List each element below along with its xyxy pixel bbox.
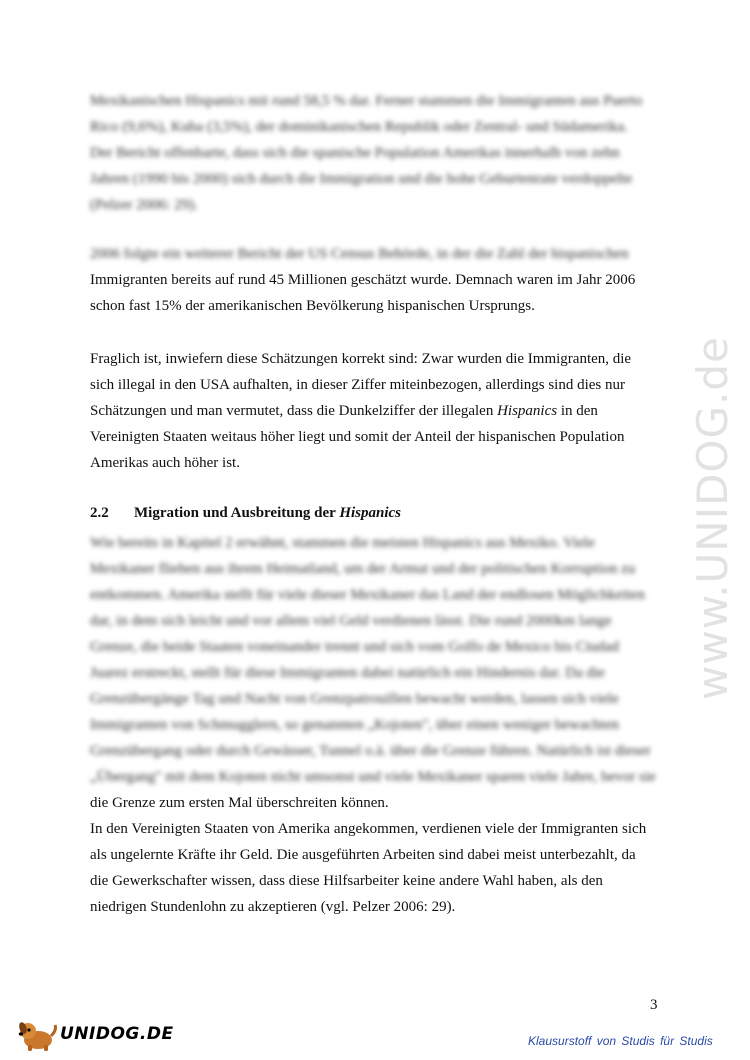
text-line-blurred: entkommen. Amerika stellt für viele dieser Mexikaner das Land der endlosen Möglichkeiten — [90, 587, 645, 603]
text-line: niedrigen Stundenlohn zu akzeptieren (vgl. Pelzer 2006: 29). — [90, 899, 456, 915]
text-line — [90, 398, 670, 424]
text-line-blurred: 2006 folgte ein weiterer Bericht der US Census Behörde, in der die Zahl der hispanischen — [90, 246, 629, 262]
section-title-emphasis: Hispanics — [339, 505, 402, 521]
text-line: Vereinigten Staaten weitaus höher liegt und somit der Anteil der hispanischen Population — [90, 429, 625, 445]
page-number: 3 — [650, 997, 658, 1013]
text-line: Mexikanischen Hispanics mit rund 58,5 % dar. Ferner stammen die Immigranten aus Puerto — [90, 93, 643, 109]
text-line-blurred: dar, in dem sich leicht und vor allem viel Geld verdienen lässt. Die rund 2000km lange — [90, 613, 612, 629]
text-line: Rico (9,6%), Kuba (3,5%), der dominikanischen Republik oder Zentral- und Südamerika. — [90, 119, 628, 135]
text-line: Immigranten bereits auf rund 45 Millionen geschätzt wurde. Demnach waren im Jahr 2006 — [90, 272, 636, 288]
text-line: die Gewerkschafter wissen, dass diese Hilfsarbeiter keine andere Wahl haben, als den — [90, 873, 603, 889]
text-line: Fraglich ist, inwiefern diese Schätzungen korrekt sind: Zwar wurden die Immigranten, die — [90, 351, 632, 367]
paragraph-census-2006 — [90, 241, 670, 319]
text-line: Der Bericht offenbarte, dass sich die spanische Population Amerikas innerhalb von zehn — [90, 145, 620, 161]
text-line-blurred: Wie bereits in Kapitel 2 erwähnt, stammen die meisten Hispanics aus Mexiko. Viele — [90, 535, 595, 551]
watermark: www.UNIDOG.de — [688, 336, 737, 700]
unidog-logo — [14, 1018, 174, 1052]
text-segment: in den — [557, 403, 598, 419]
text-line: die Grenze zum ersten Mal überschreiten können. — [90, 795, 389, 811]
text-line: Amerikas auch höher ist. — [90, 455, 240, 471]
text-line: In den Vereinigten Staaten von Amerika angekommen, verdienen viele der Immigranten sich — [90, 821, 647, 837]
text-line-blurred: „Übergang" mit dem Kojoten nicht umsonst und viele Mexikaner sparen viele Jahre, bevor sie — [90, 769, 656, 785]
text-line: sich illegal in den USA aufhalten, in dieser Ziffer miteinbezogen, allerdings sind dies nur — [90, 377, 626, 393]
section-number: 2.2 — [90, 505, 109, 521]
text-line-blurred: Mexikaner fliehen aus ihrem Heimatland, um der Armut und der politischen Korruption zu — [90, 561, 636, 577]
text-line: schon fast 15% der amerikanischen Bevölkerung hispanischen Ursprungs. — [90, 298, 535, 314]
paragraph-estimates — [90, 346, 670, 476]
emphasis-hispanics: Hispanics — [497, 403, 558, 419]
section-heading — [90, 505, 401, 522]
text-line-blurred: Grenzübergänge Tag und Nacht von Grenzpatrouillen bewacht werden, lassen sich viele — [90, 691, 619, 707]
text-line: als ungelernte Kräfte ihr Geld. Die ausgeführten Arbeiten sind dabei meist unterbezahlt, da — [90, 847, 636, 863]
logo-text: UNIDOG.DE — [60, 1024, 174, 1044]
text-line-blurred: Immigranten von Schmugglern, so genannten „Kojoten", über einen weniger bewachten — [90, 717, 619, 733]
text-segment: Schätzungen und man vermutet, dass die Dunkelziffer der illegalen — [90, 403, 498, 419]
footer-tagline: Klausurstoff von Studis für Studis — [528, 1034, 713, 1048]
text-line-blurred: Juarez erstreckt, stellt für diese Immigranten dabei natürlich ein Hindernis dar. Da die — [90, 665, 605, 681]
section-title: Migration und Ausbreitung der — [134, 505, 340, 521]
paragraph-migration — [90, 530, 670, 816]
text-line-blurred: Grenze, die beide Staaten voneinander trennt und sich vom Golfo de Mexico bis Ciudad — [90, 639, 620, 655]
paragraph-wages — [90, 816, 670, 920]
text-line: Jahren (1990 bis 2000) sich durch die Immigration und die hohe Geburtenrate verdoppelte — [90, 171, 633, 187]
text-line-blurred: Grenzübergang oder durch Gewässer, Tunnel o.ä. über die Grenze führen. Natürlich ist dieser — [90, 743, 651, 759]
dog-icon — [16, 1018, 58, 1052]
paragraph-blurred-1 — [90, 88, 670, 218]
text-line: (Pelzer 2006: 29). — [90, 197, 198, 213]
